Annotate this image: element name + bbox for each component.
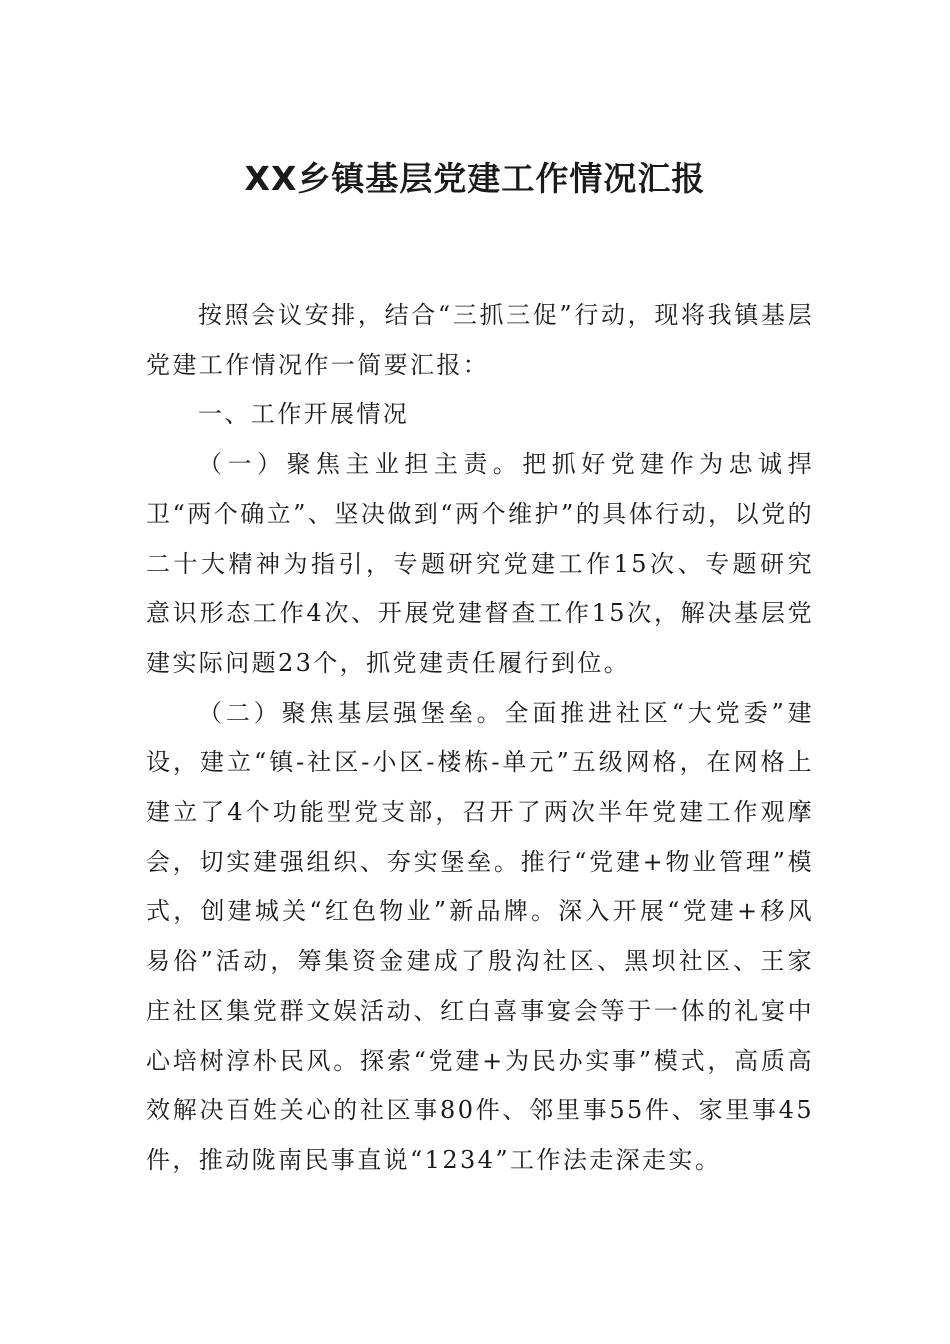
intro-paragraph: 按照会议安排，结合“三抓三促”行动，现将我镇基层党建工作情况作一简要汇报： <box>146 301 814 379</box>
document-title: XX乡镇基层党建工作情况汇报 <box>244 159 706 198</box>
document-body <box>146 291 814 1186</box>
section-heading-1: 一、工作开展情况 <box>198 400 410 429</box>
subsection-paragraph-1: （一）聚焦主业担主责。把抓好党建作为忠诚捍卫“两个确立”、坚决做到“两个维护”的具体行动，以党的二十大精神为指引，专题研究党建工作15次、专题研究意识形态工作4次、开展党建督查工作15次，解决基层党建实际问题23个，抓党建责任履行到位。 <box>146 450 814 677</box>
subsection-paragraph-2: （二）聚焦基层强堡垒。全面推进社区“大党委”建设，建立“镇-社区-小区-楼栋-单元”五级网格，在网格上建立了4个功能型党支部，召开了两次半年党建工作观摩会，切实建强组织、夯实堡垒。推行“党建+物业管理”模式，创建城关“红色物业”新品牌。深入开展“党建+移风易俗”活动，筹集资金建成了殷沟社区、黑坝社区、王家庄社区集党群文娱活动、红白喜事宴会等于一体的礼宴中心培树淳朴民风。探索“党建+为民办实事”模式，高质高效解决百姓关心的社区事80件、邻里事55件、家里事45件，推动陇南民事直说“1234”工作法走深走实。 <box>146 698 814 1174</box>
